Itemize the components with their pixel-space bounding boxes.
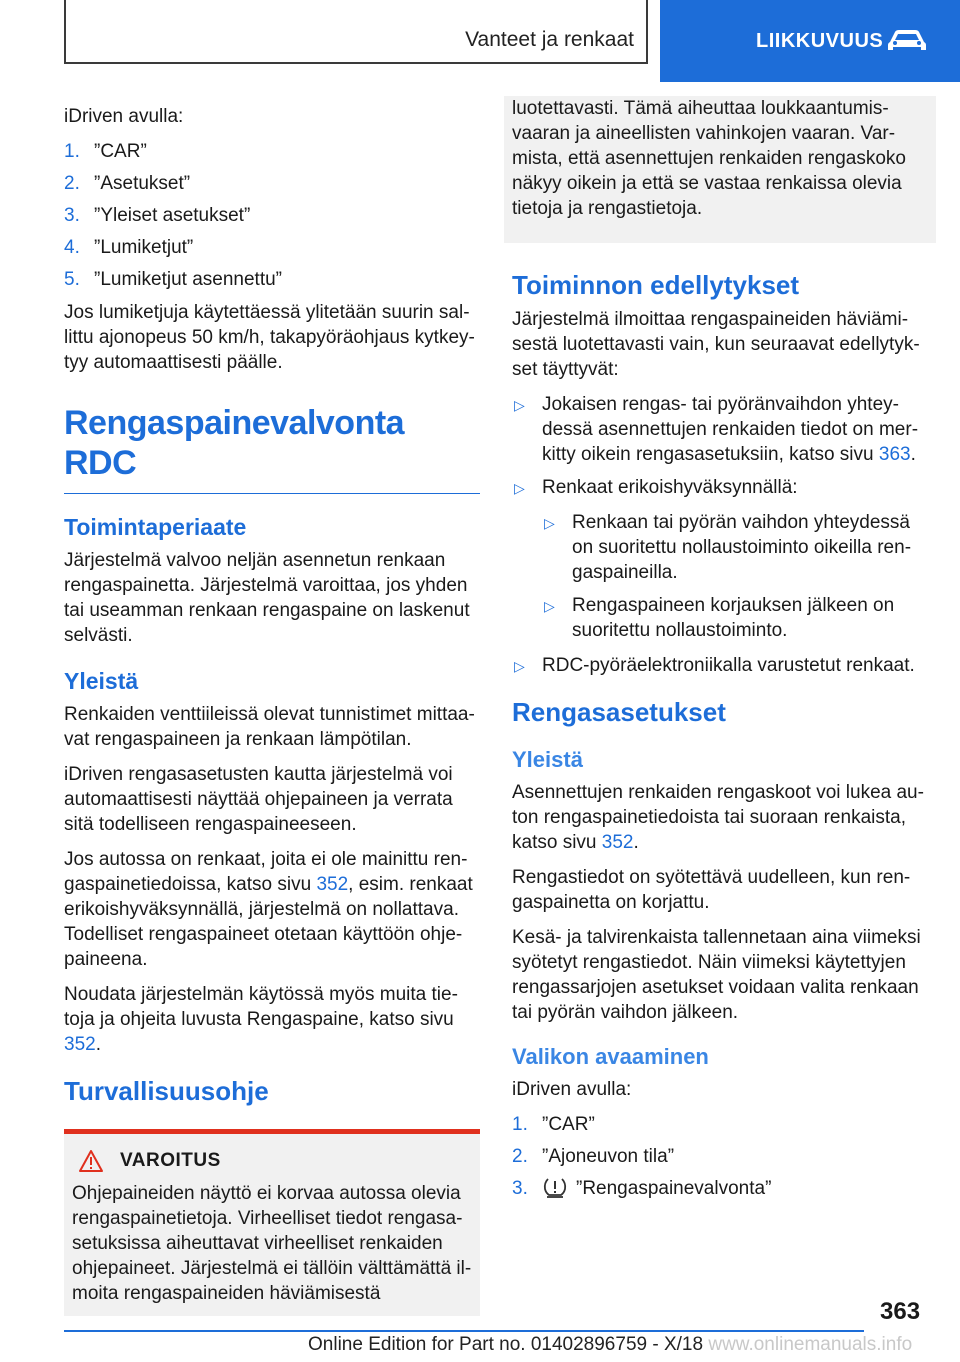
car-icon (886, 26, 928, 54)
step-number: 4. (64, 237, 80, 258)
warning-box (64, 1134, 480, 1316)
list-item: ▷ RDC-pyöräelektroniikalla varustetut renkaat. (512, 653, 928, 678)
chapter-title: LIIKKUVUUS (756, 30, 884, 52)
warning-title: VAROITUS (120, 1150, 221, 1171)
step-number: 5. (64, 269, 80, 290)
list-item: 2. ”Asetukset” (64, 173, 191, 194)
list-item: ▷ Jokaisen rengas- tai pyöränvaihdon yhteydessä asennettujen renkaiden tiedot on merkitty oikein rengasasetuksiin, katso sivu 363. (514, 394, 919, 465)
step-number: 3. (512, 1178, 528, 1199)
warning-text-continued: luotettavasti. Tämä aiheuttaa loukkaantumisvaaran ja aineellisten vahinkojen vaaran. Varmista, että asennettujen renkaiden rengaskoko näkyy oikein ja että se vastaa renkaissa olevia tietoja ja rengastietoja. (512, 98, 906, 219)
tire-settings-heading: Rengasasetukset (512, 697, 726, 727)
chapter-tab[interactable] (660, 0, 960, 82)
list-item: 3. ”Yleiset asetukset” (64, 205, 251, 226)
triangle-bullet-icon: ▷ (514, 480, 525, 496)
principle-heading: Toimintaperiaate (64, 514, 247, 540)
prereq-heading: Toiminnon edellytykset (512, 270, 800, 300)
tire-settings-paragraph: Rengastiedot on syötettävä uudelleen, kun rengaspainetta on korjattu. (512, 867, 911, 913)
list-item: 5. ”Lumiketjut asennettu” (64, 269, 282, 290)
footer-divider (64, 1330, 864, 1332)
warning-text: Ohjepaineiden näyttö ei korvaa autossa olevia rengaspainetietoja. Virheelliset tiedot rengasasetuksissa aiheuttavat virheelliset renkaiden ohjepaineet. Järjestelmä ei tällöin välttämättä ilmoita rengaspaineiden häviämisestä (72, 1183, 472, 1304)
page-link[interactable]: 352 (316, 874, 349, 895)
menu-steps (512, 1112, 928, 1201)
step-number: 2. (512, 1146, 528, 1167)
general-paragraph: iDriven rengasasetusten kautta järjestelmä voi automaattisesti näyttää ohjepaineen ja verrata sitä todelliseen rengaspaineeseen. (64, 764, 453, 835)
snow-chain-note: Jos lumiketjuja käytettäessä ylitetään suurin sallittu ajonopeus 50 km/h, takapyöräohjaus kytkeytyy automaattisesti päälle. (64, 302, 475, 373)
warning-triangle-icon (78, 1149, 104, 1173)
list-item: 1. ”CAR” (64, 141, 147, 162)
menu-heading: Valikon avaaminen (512, 1044, 709, 1069)
principle-text: Järjestelmä valvoo neljän asennetun renkaan rengaspainetta. Järjestelmä varoittaa, jos yhden tai useamman renkaan rengaspaine on laskenut selvästi. (64, 550, 470, 646)
general-paragraph: Noudata järjestelmän käytössä myös muita tietoja ja ohjeita luvusta Rengaspaine, katso sivu 352. (64, 984, 458, 1055)
tire-settings-general-heading: Yleistä (512, 747, 583, 772)
right-column (512, 98, 928, 1209)
page-link[interactable]: 352 (64, 1034, 96, 1055)
general-heading: Yleistä (64, 668, 139, 694)
page-link[interactable]: 352 (601, 832, 634, 853)
tire-pressure-icon (542, 1176, 568, 1198)
footer-edition: Online Edition for Part no. 01402896759 - X/18 www.onlinemanuals.info (308, 1334, 913, 1355)
triangle-bullet-icon: ▷ (544, 515, 555, 531)
page-link[interactable]: 363 (878, 444, 911, 465)
header-frame (64, 0, 648, 64)
step-number: 1. (64, 141, 80, 162)
step-number: 1. (512, 1114, 528, 1135)
list-item: ▷ Renkaan tai pyörän vaihdon yhteydessä on suoritettu nollaustoiminto oikeilla rengaspaineilla. (544, 512, 912, 583)
tire-settings-paragraph: Asennettujen renkaiden rengaskoot voi lukea auton rengaspainetiedoista tai suoraan renkaista, katso sivu 352. (512, 782, 924, 853)
prereq-intro: Järjestelmä ilmoittaa rengaspaineiden häviämisestä luotettavasti vain, kun seuraavat edellytykset täyttyvät: (512, 309, 920, 380)
list-item: 3. ”Rengaspainevalvonta” (512, 1178, 772, 1199)
safety-heading: Turvallisuusohje (64, 1076, 269, 1106)
warning-box-continued (504, 96, 936, 243)
list-item: ▷ Renkaat erikoishyväksynnällä: ▷ Renkaan tai pyörän vaihdon yhteydessä on suoritettu nollaustoiminto oikeilla rengaspaineilla. ▷ Rengaspaineen korjauksen jälkeen on suoritettu nollaustoiminto. (512, 475, 928, 643)
triangle-bullet-icon: ▷ (514, 397, 525, 413)
snow-chain-steps (64, 139, 480, 292)
prereq-sublist (542, 510, 928, 643)
triangle-bullet-icon: ▷ (544, 598, 555, 614)
section-title: Vanteet ja renkaat (465, 28, 634, 51)
main-heading: Rengaspainevalvonta RDC (64, 403, 480, 494)
list-item: 2. ”Ajoneuvon tila” (512, 1146, 675, 1167)
list-item: 4. ”Lumiketjut” (64, 237, 194, 258)
list-item: ▷ Rengaspaineen korjauksen jälkeen on suoritettu nollaustoiminto. (544, 595, 895, 641)
tire-settings-paragraph: Kesä- ja talvirenkaista tallennetaan aina viimeksi syötetyt rengastiedot. Näin viimeksi käytettyjen rengassarjojen asetukset voidaan valita renkaan tai pyörän vaihdon jälkeen. (512, 927, 921, 1023)
list-item: 1. ”CAR” (512, 1114, 595, 1135)
menu-intro: iDriven avulla: (512, 1079, 632, 1100)
step-number: 3. (64, 205, 80, 226)
footer-watermark: www.onlinemanuals.info (708, 1334, 913, 1355)
step-number: 2. (64, 173, 80, 194)
intro-label: iDriven avulla: (64, 106, 184, 127)
triangle-bullet-icon: ▷ (514, 658, 525, 674)
page-number: 363 (880, 1298, 921, 1325)
left-column (64, 104, 480, 1316)
general-paragraph: Renkaiden venttiileissä olevat tunnistimet mittaavat rengaspaineen ja renkaan lämpötilan. (64, 704, 475, 750)
general-paragraph: Jos autossa on renkaat, joita ei ole mainittu rengaspainetiedoissa, katso sivu 352, esim. renkaat erikoishyväksynnällä, järjestelmä on nollattava. Todelliset rengaspaineet otetaan käyttöön ohjepaineena. (64, 849, 473, 970)
prereq-list (512, 392, 928, 678)
